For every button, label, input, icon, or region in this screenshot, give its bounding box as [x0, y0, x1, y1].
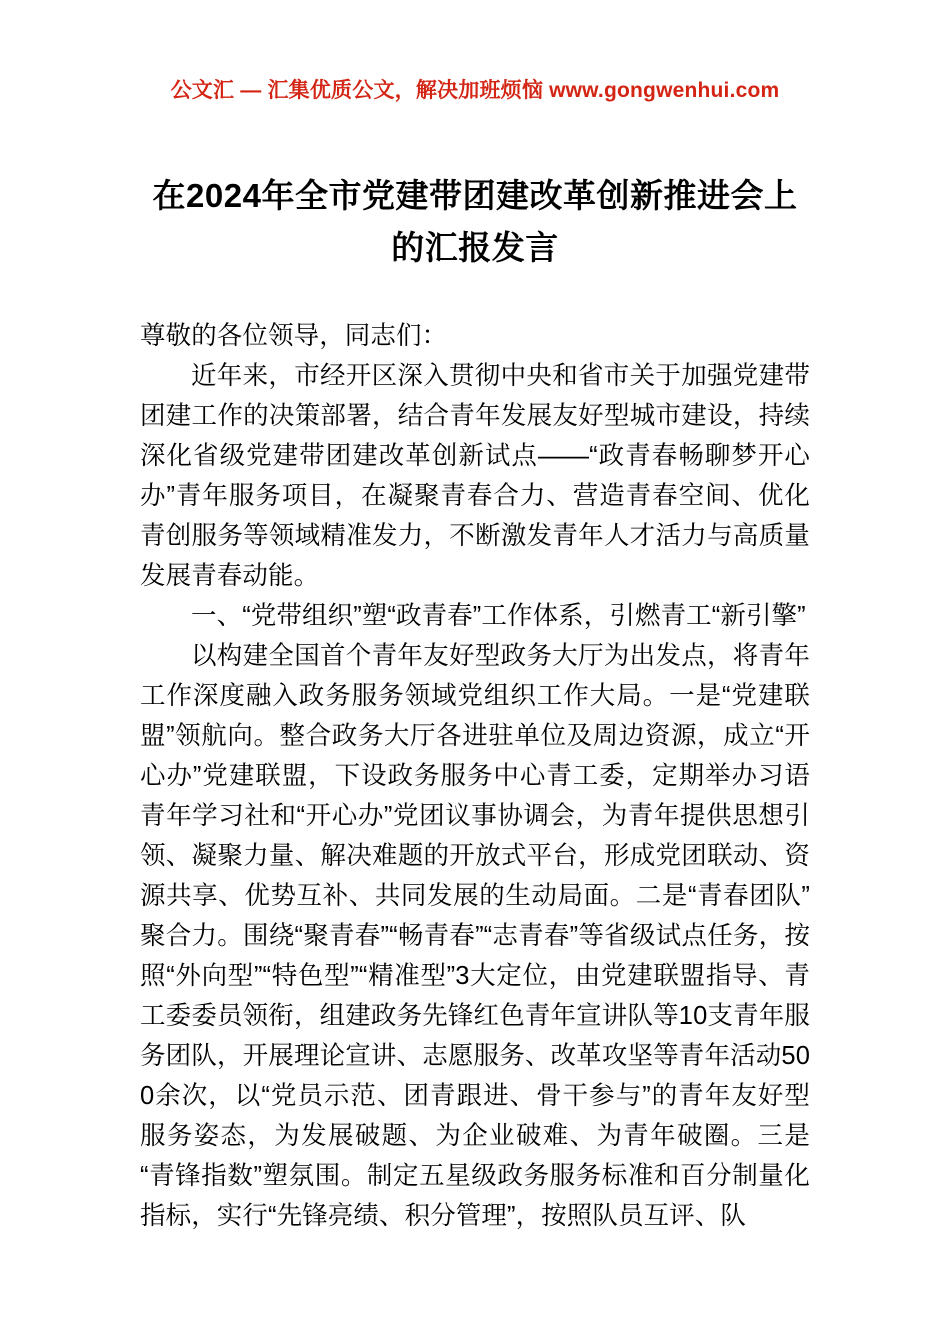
salutation-line: 尊敬的各位领导，同志们： — [140, 322, 448, 350]
document-content — [140, 170, 810, 1236]
section-heading-1: 一、“党带组织”塑“政青春”工作体系，引燃青工“新引擎” — [191, 602, 806, 630]
paragraph-intro: 近年来，市经开区深入贯彻中央和省市关于加强党建带团建工作的决策部署，结合青年发展友好型城市建设，持续深化省级党建带团建改革创新试点——“政青春畅聊梦开心办”青年服务项目，在凝聚青春合力、营造青春空间、优化青创服务等领域精准发力，不断激发青年人才活力与高质量发展青春动能。 — [140, 362, 810, 590]
document-title: 在2024年全市党建带团建改革创新推进会上的汇报发言 — [152, 177, 798, 266]
document-body — [140, 316, 810, 1236]
paragraph-section-1-body: 以构建全国首个青年友好型政务大厅为出发点，将青年工作深度融入政务服务领域党组织工作大局。一是“党建联盟”领航向。整合政务大厅各进驻单位及周边资源，成立“开心办”党建联盟，下设政务服务中心青工委，定期举办习语青年学习社和“开心办”党团议事协调会，为青年提供思想引领、凝聚力量、解决难题的开放式平台，形成党团联动、资源共享、优势互补、共同发展的生动局面。二是“青春团队”聚合力。围绕“聚青春”“畅青春”“志青春”等省级试点任务，按照“外向型”“特色型”“精准型”3大定位，由党建联盟指导、青工委委员领衔，组建政务先锋红色青年宣讲队等10支青年服务团队，开展理论宣讲、志愿服务、改革攻坚等青年活动500余次，以“党员示范、团青跟进、骨干参与”的青年友好型服务姿态，为发展破题、为企业破难、为青年破圈。三是“青锋指数”塑氛围。制定五星级政务服务标准和百分制量化指标，实行“先锋亮绩、积分管理”，按照队员互评、队 — [140, 642, 810, 1230]
watermark-url-text: www.gongwenhui.com — [549, 79, 780, 102]
watermark-brand-text: 公文汇 — 汇集优质公文，解决加班烦恼 — [170, 79, 544, 102]
site-watermark — [0, 78, 950, 103]
